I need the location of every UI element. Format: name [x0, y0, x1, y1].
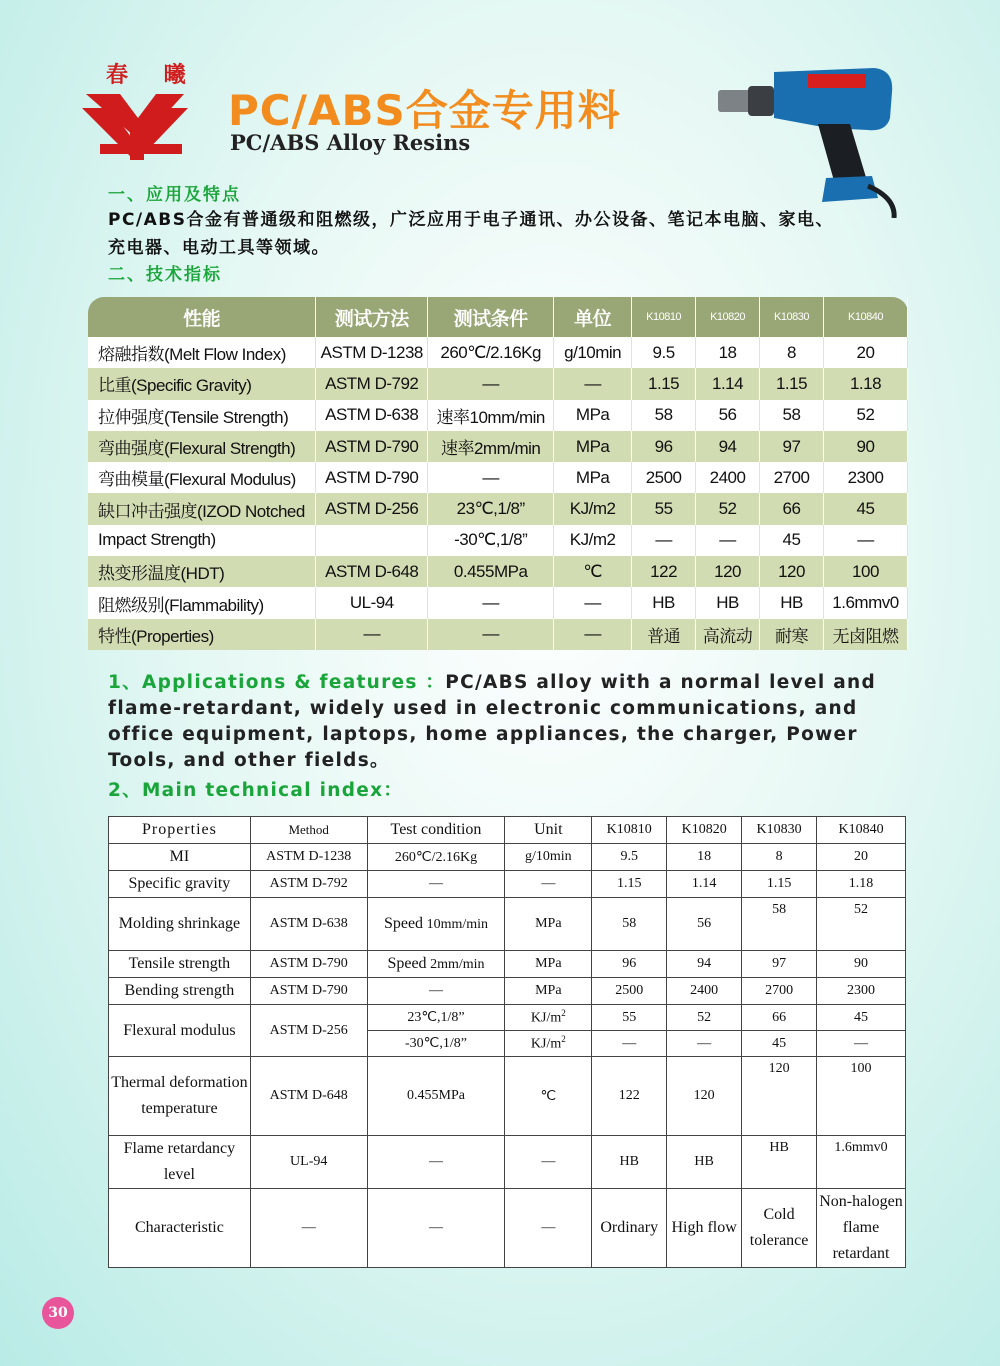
table-cell: ASTM D-792: [316, 368, 428, 399]
speed-label: Speed: [383, 915, 424, 932]
table-cell: —: [817, 1031, 906, 1057]
table-cell: 2700: [742, 978, 817, 1005]
table-cell: —: [554, 619, 632, 650]
table-cell: g/10min: [505, 844, 592, 871]
table-cell: —: [505, 871, 592, 898]
speed-label: Speed: [387, 955, 427, 972]
unit-text: KJ/m: [530, 1036, 562, 1052]
table-cell: HB: [696, 587, 760, 618]
spec-table-cn: [88, 297, 908, 650]
table-cell: 120: [696, 556, 760, 587]
table-cell: 52: [696, 493, 760, 524]
speed-value: 10mm/min: [426, 917, 489, 932]
table-cell: 弯曲模量(Flexural Modulus): [88, 462, 316, 493]
applications-paragraph-cn: PC/ABS合金有普通级和阻燃级，广泛应用于电子通讯、办公设备、笔记本电脑、家电、充电器、电动工具等领域。: [108, 210, 835, 258]
table-cell: 100: [823, 556, 907, 587]
table-cell: g/10min: [554, 337, 632, 368]
table-cell: 66: [742, 1005, 817, 1031]
table-header-cell: Properties: [109, 817, 251, 844]
table-cell: HB: [632, 587, 696, 618]
table-row: [88, 525, 908, 556]
table-header-cell: 单位: [554, 297, 632, 337]
table-row: [109, 1005, 906, 1031]
table-cell: ASTM D-638: [316, 400, 428, 431]
table-cell: 弯曲强度(Flexural Strength): [88, 431, 316, 462]
table-cell: UL-94: [250, 1136, 367, 1189]
table-cell: —: [367, 1136, 505, 1189]
table-row: [109, 978, 906, 1005]
table-row: [88, 556, 908, 587]
table-cell: 56: [667, 898, 742, 951]
table-row: [88, 619, 908, 650]
table-cell: 23℃,1/8”: [428, 493, 554, 524]
table-cell: [367, 951, 505, 978]
table-cell: 56: [696, 400, 760, 431]
table-cell: 66: [760, 493, 824, 524]
table-cell: 1.18: [823, 368, 907, 399]
table-cell: ASTM D-648: [250, 1057, 367, 1136]
table-cell: —: [696, 525, 760, 556]
table-cell: 热变形温度(HDT): [88, 556, 316, 587]
table-cell: 260℃/2.16Kg: [367, 844, 505, 871]
table-header-row: [88, 297, 908, 337]
table-row: [88, 400, 908, 431]
power-drill-image: [718, 58, 908, 218]
page-title-en: PC/ABS Alloy Resins: [230, 130, 471, 155]
table-header-cell: 测试方法: [316, 297, 428, 337]
section-heading-applications-cn: 一、应用及特点: [108, 185, 241, 205]
table-row: [109, 844, 906, 871]
table-cell: MPa: [505, 978, 592, 1005]
table-cell: 120: [760, 556, 824, 587]
table-cell: 45: [742, 1031, 817, 1057]
table-cell: 拉伸强度(Tensile Strength): [88, 400, 316, 431]
table-cell: HB: [667, 1136, 742, 1189]
table-header-cell: K10820: [667, 817, 742, 844]
table-cell: 特性(Properties): [88, 619, 316, 650]
table-cell: 缺口冲击强度(IZOD Notched: [88, 493, 316, 524]
table-cell: —: [316, 619, 428, 650]
table-cell: 阻燃级别(Flammability): [88, 587, 316, 618]
table-header-cell: K10840: [823, 297, 907, 337]
table-cell: Impact Strength): [88, 525, 316, 556]
table-cell: MPa: [505, 898, 592, 951]
table-cell: 20: [817, 844, 906, 871]
table-cell: KJ/m2: [554, 525, 632, 556]
table-cell: Specific gravity: [109, 871, 251, 898]
table-cell: Characteristic: [109, 1189, 251, 1268]
table-cell: ℃: [505, 1057, 592, 1136]
table-cell: 2500: [592, 978, 667, 1005]
applications-text-en: PC/ABS alloy with a normal level and flame-retardant, widely used in electronic communications, and office equipment, laptops, home appliances, the charger, Power Tools, and other fields。: [108, 672, 877, 771]
table-row: [109, 951, 906, 978]
table-cell: 2300: [823, 462, 907, 493]
table-row: [88, 462, 908, 493]
table-cell: HB: [760, 587, 824, 618]
table-cell: 1.15: [760, 368, 824, 399]
table-cell: 100: [817, 1057, 906, 1136]
table-cell: 55: [632, 493, 696, 524]
table-row: [109, 1136, 906, 1189]
table-cell: 9.5: [592, 844, 667, 871]
table-cell: 58: [742, 898, 817, 951]
table-cell: 90: [817, 951, 906, 978]
table-cell: 120: [742, 1057, 817, 1136]
table-cell: HB: [742, 1136, 817, 1189]
table-cell: —: [554, 587, 632, 618]
table-cell: ASTM D-790: [316, 462, 428, 493]
table-cell: 比重(Specific Gravity): [88, 368, 316, 399]
section-heading-technical-en: 2、Main technical index：: [108, 780, 404, 801]
table-cell: 45: [823, 493, 907, 524]
table-cell: [367, 898, 505, 951]
table-cell: Flexural modulus: [109, 1005, 251, 1057]
table-cell: —: [592, 1031, 667, 1057]
section-heading-applications-en: 1、Applications & features ：: [108, 672, 446, 693]
table-cell: 58: [760, 400, 824, 431]
table-cell: Tensile strength: [109, 951, 251, 978]
unit-superscript: 2: [561, 1034, 566, 1045]
table-header-cell: 测试条件: [428, 297, 554, 337]
table-cell: Non-halogen flame retardant: [817, 1189, 906, 1268]
table-cell: ASTM D-792: [250, 871, 367, 898]
table-cell: 55: [592, 1005, 667, 1031]
table-row: [88, 493, 908, 524]
table-header-cell: K10810: [632, 297, 696, 337]
table-cell: 9.5: [632, 337, 696, 368]
table-cell: 18: [667, 844, 742, 871]
table-cell: 8: [760, 337, 824, 368]
table-cell: —: [367, 871, 505, 898]
table-cell: —: [505, 1189, 592, 1268]
table-cell: —: [667, 1031, 742, 1057]
table-cell: ASTM D-1238: [316, 337, 428, 368]
table-cell: 260℃/2.16Kg: [428, 337, 554, 368]
page-number: 30: [42, 1297, 74, 1329]
table-cell: ASTM D-1238: [250, 844, 367, 871]
table-row: [88, 337, 908, 368]
table-cell: Bending strength: [109, 978, 251, 1005]
table-cell: 2300: [817, 978, 906, 1005]
table-cell: MPa: [554, 400, 632, 431]
table-cell: 2400: [696, 462, 760, 493]
table-cell: [505, 1031, 592, 1057]
table-cell: UL-94: [316, 587, 428, 618]
unit-text: KJ/m: [530, 1010, 562, 1026]
table-cell: KJ/m2: [554, 493, 632, 524]
table-cell: ASTM D-256: [316, 493, 428, 524]
table-row: [109, 1189, 906, 1268]
table-cell: 94: [667, 951, 742, 978]
table-cell: 1.15: [742, 871, 817, 898]
table-cell: 52: [667, 1005, 742, 1031]
speed-value: 2mm/min: [430, 957, 485, 972]
table-cell: ASTM D-648: [316, 556, 428, 587]
brand-name: 春 曦: [106, 62, 200, 88]
table-cell: 94: [696, 431, 760, 462]
table-cell: 90: [823, 431, 907, 462]
table-cell: [316, 525, 428, 556]
table-cell: 1.6mmv0: [823, 587, 907, 618]
table-cell: 2400: [667, 978, 742, 1005]
table-cell: Ordinary: [592, 1189, 667, 1268]
table-cell: Flame retardancy level: [109, 1136, 251, 1189]
table-cell: —: [554, 368, 632, 399]
table-cell: —: [632, 525, 696, 556]
table-header-cell: Unit: [505, 817, 592, 844]
table-header-cell: Test condition: [367, 817, 505, 844]
table-cell: 熔融指数(Melt Flow Index): [88, 337, 316, 368]
table-cell: 0.455MPa: [428, 556, 554, 587]
table-cell: ASTM D-790: [250, 978, 367, 1005]
table-row: [109, 871, 906, 898]
table-cell: 2700: [760, 462, 824, 493]
table-cell: 2500: [632, 462, 696, 493]
table-cell: 8: [742, 844, 817, 871]
table-cell: MPa: [554, 431, 632, 462]
table-cell: 无卤阻燃: [823, 619, 907, 650]
table-cell: 1.14: [667, 871, 742, 898]
table-row: [88, 368, 908, 399]
table-header-cell: K10830: [760, 297, 824, 337]
table-cell: 耐寒: [760, 619, 824, 650]
page-title-cn: PC/ABS合金专用料: [228, 86, 621, 135]
table-row: [88, 587, 908, 618]
table-cell: 58: [632, 400, 696, 431]
unit-superscript: 2: [561, 1008, 566, 1019]
table-row: [109, 898, 906, 951]
table-row: [88, 431, 908, 462]
table-header-cell: K10830: [742, 817, 817, 844]
table-cell: —: [367, 1189, 505, 1268]
table-cell: —: [505, 1136, 592, 1189]
table-cell: MI: [109, 844, 251, 871]
table-cell: 96: [632, 431, 696, 462]
table-cell: HB: [592, 1136, 667, 1189]
table-cell: MPa: [554, 462, 632, 493]
table-cell: 1.6mmv0: [817, 1136, 906, 1189]
table-cell: 52: [823, 400, 907, 431]
applications-paragraph-en: [108, 670, 908, 774]
table-cell: 1.15: [592, 871, 667, 898]
table-cell: —: [367, 978, 505, 1005]
table-cell: MPa: [505, 951, 592, 978]
table-cell: ASTM D-790: [316, 431, 428, 462]
table-cell: —: [823, 525, 907, 556]
table-cell: [505, 1005, 592, 1031]
table-cell: -30℃,1/8”: [428, 525, 554, 556]
table-cell: 20: [823, 337, 907, 368]
table-header-cell: K10820: [696, 297, 760, 337]
table-cell: 速率2mm/min: [428, 431, 554, 462]
table-cell: 18: [696, 337, 760, 368]
table-cell: 23℃,1/8”: [367, 1005, 505, 1031]
table-cell: —: [428, 368, 554, 399]
table-cell: —: [428, 462, 554, 493]
table-cell: ASTM D-790: [250, 951, 367, 978]
table-cell: 高流动: [696, 619, 760, 650]
table-cell: Thermal deformation temperature: [109, 1057, 251, 1136]
table-cell: 52: [817, 898, 906, 951]
table-cell: 0.455MPa: [367, 1057, 505, 1136]
spec-table-en: [108, 816, 906, 1268]
table-cell: —: [428, 587, 554, 618]
table-row: [109, 1057, 906, 1136]
table-cell: 97: [760, 431, 824, 462]
table-cell: ℃: [554, 556, 632, 587]
table-cell: Cold tolerance: [742, 1189, 817, 1268]
table-cell: Molding shrinkage: [109, 898, 251, 951]
table-cell: 96: [592, 951, 667, 978]
table-cell: 97: [742, 951, 817, 978]
table-cell: —: [428, 619, 554, 650]
table-cell: ASTM D-638: [250, 898, 367, 951]
table-cell: 1.18: [817, 871, 906, 898]
table-header-cell: K10810: [592, 817, 667, 844]
table-header-row: [109, 817, 906, 844]
table-header-cell: K10840: [817, 817, 906, 844]
table-cell: -30℃,1/8”: [367, 1031, 505, 1057]
section-heading-technical-cn: 二、技术指标: [108, 265, 222, 285]
table-cell: 122: [592, 1057, 667, 1136]
table-header-cell: Method: [250, 817, 367, 844]
table-cell: 120: [667, 1057, 742, 1136]
table-cell: 58: [592, 898, 667, 951]
table-cell: 122: [632, 556, 696, 587]
table-cell: —: [250, 1189, 367, 1268]
table-cell: 45: [760, 525, 824, 556]
table-header-cell: 性能: [88, 297, 316, 337]
table-cell: 速率10mm/min: [428, 400, 554, 431]
table-cell: ASTM D-256: [250, 1005, 367, 1057]
table-cell: 普通: [632, 619, 696, 650]
table-cell: 45: [817, 1005, 906, 1031]
table-cell: 1.15: [632, 368, 696, 399]
table-cell: 1.14: [696, 368, 760, 399]
table-cell: High flow: [667, 1189, 742, 1268]
